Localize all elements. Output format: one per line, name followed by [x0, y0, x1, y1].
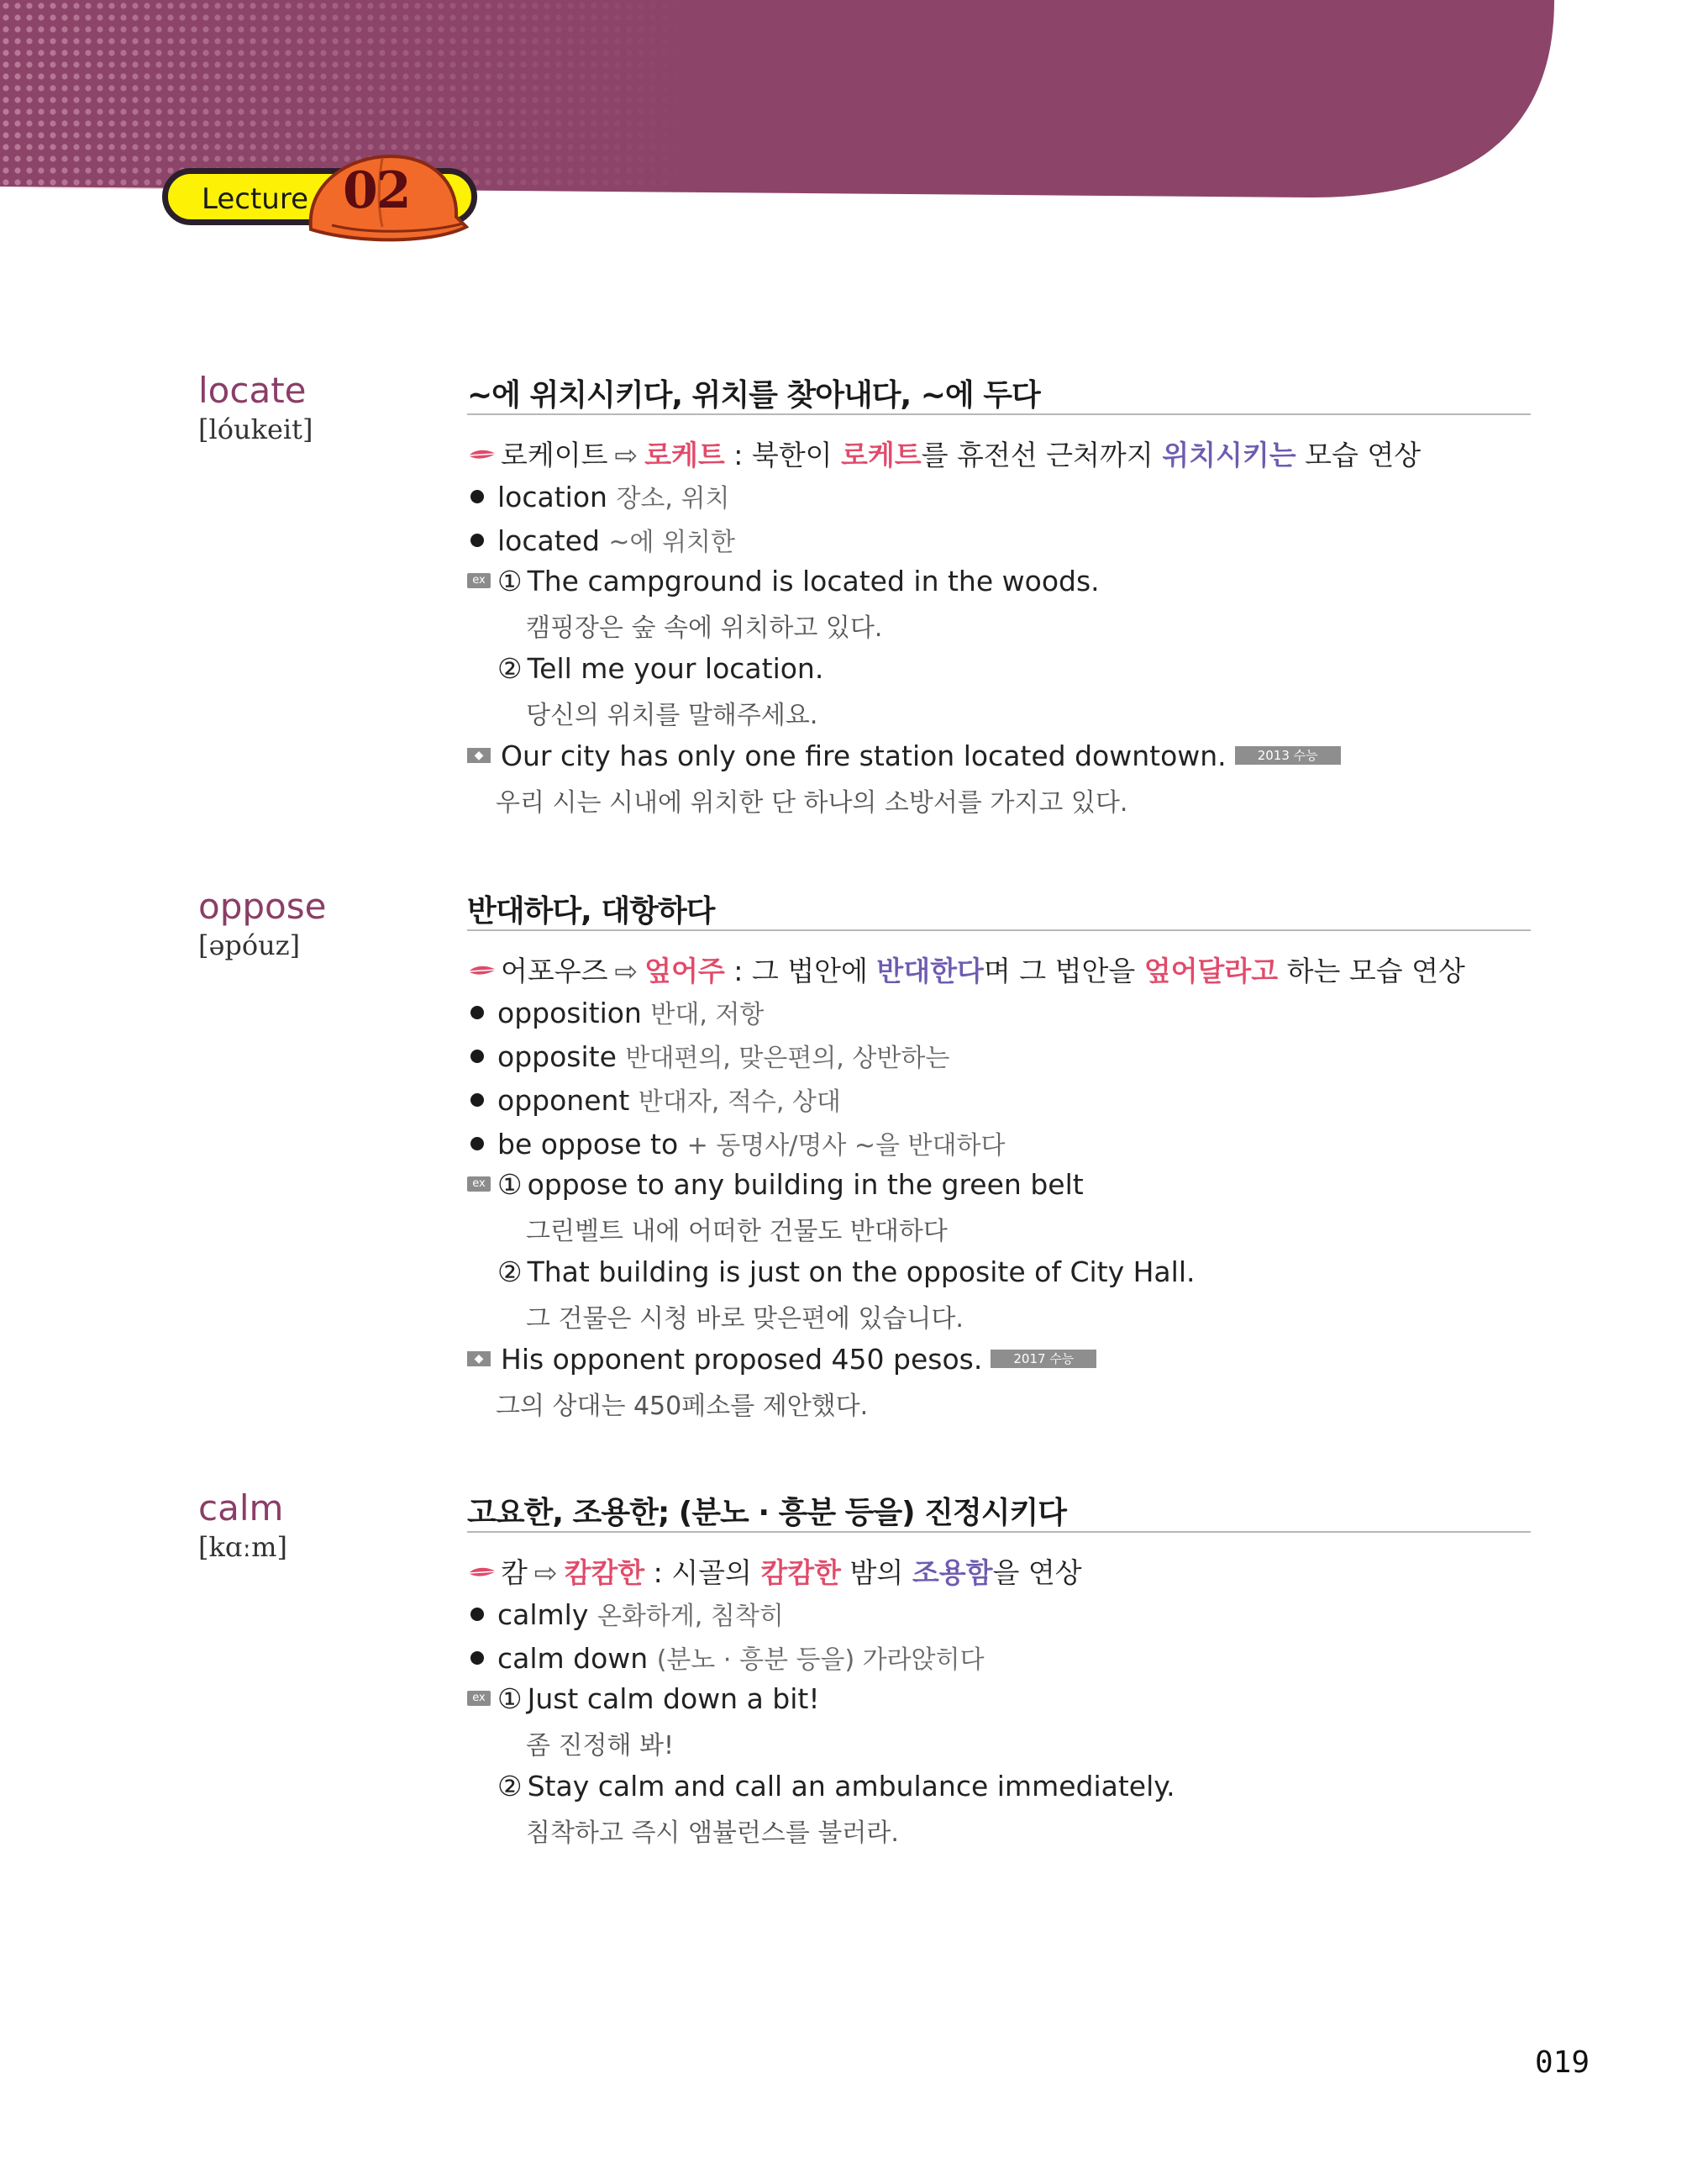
bullet-icon: [470, 1006, 484, 1019]
example-translation: 그린벨트 내에 어떠한 건물도 반대하다: [526, 1217, 948, 1246]
phonetic: [əpóuz]: [198, 929, 301, 961]
feather-icon: [467, 447, 497, 462]
derivative: opposition 반대, 저항: [467, 993, 764, 1030]
exam-tag: 2017 수능: [991, 1350, 1096, 1368]
meaning: 반대하다, 대항하다: [467, 894, 715, 929]
ex-icon: ex: [467, 1176, 491, 1192]
exam-translation: 그의 상대는 450페소를 제안했다.: [496, 1392, 869, 1421]
derivative: calmly 온화하게, 침착히: [467, 1595, 784, 1632]
exam-example: ◆ Our city has only one fire station located downtown. 2013 수능: [467, 739, 1341, 772]
lecture-label: Lecture: [202, 182, 308, 216]
example-translation: 캠핑장은 숲 속에 위치하고 있다.: [526, 613, 883, 643]
headword: oppose: [198, 886, 327, 927]
derivative: location 장소, 위치: [467, 477, 729, 514]
mnemonic-line: 어포우즈 ⇨ 엎어주 : 그 법안에 반대한다며 그 법안을 엎어달라고 하는 모습 연상: [467, 950, 1465, 989]
example: ex ① oppose to any building in the green belt: [467, 1168, 1084, 1201]
diamond-icon: ◆: [467, 748, 491, 763]
derivative: opposite 반대편의, 맞은편의, 상반하는: [467, 1037, 949, 1074]
bullet-icon: [470, 490, 484, 503]
bullet-icon: [470, 1093, 484, 1107]
ex-icon: ex: [467, 1691, 491, 1706]
exam-translation: 우리 시는 시내에 위치한 단 하나의 소방서를 가지고 있다.: [496, 788, 1128, 818]
divider: [467, 413, 1531, 415]
example: ② That building is just on the opposite of City Hall.: [497, 1255, 1196, 1288]
arrow-icon: ⇨: [614, 955, 639, 987]
arrow-icon: ⇨: [533, 1556, 558, 1589]
phonetic: [kɑːm]: [198, 1531, 287, 1563]
bullet-icon: [470, 1050, 484, 1063]
divider: [467, 1531, 1531, 1533]
derivative: located ~에 위치한: [467, 521, 735, 558]
mnemonic-line: 캄 ⇨ 캄캄한 : 시골의 캄캄한 밤의 조용함을 연상: [467, 1551, 1082, 1591]
phonetic: [lóukeit]: [198, 413, 313, 445]
example: ex ① The campground is located in the woods.: [467, 565, 1100, 597]
feather-icon: [467, 963, 497, 978]
example-translation: 침착하고 즉시 앰뷸런스를 불러라.: [526, 1818, 899, 1848]
exam-tag: 2013 수능: [1235, 746, 1341, 765]
example-translation: 좀 진정해 봐!: [526, 1731, 674, 1760]
divider: [467, 929, 1531, 931]
exam-example: ◆ His opponent proposed 450 pesos. 2017 수능: [467, 1343, 1096, 1376]
example: ② Tell me your location.: [497, 652, 824, 685]
example-translation: 그 건물은 시청 바로 맞은편에 있습니다.: [526, 1304, 964, 1334]
example: ② Stay calm and call an ambulance immediately.: [497, 1770, 1175, 1802]
bullet-icon: [470, 1137, 484, 1150]
meaning: ~에 위치시키다, 위치를 찾아내다, ~에 두다: [467, 378, 1040, 413]
bullet-icon: [470, 534, 484, 547]
mnemonic-line: 로케이트 ⇨ 로케트 : 북한이 로케트를 휴전선 근처까지 위치시키는 모습 연상: [467, 434, 1421, 473]
arrow-icon: ⇨: [614, 439, 639, 471]
derivative: calm down (분노 · 흥분 등을) 가라앉히다: [467, 1639, 985, 1676]
derivative: be oppose to + 동명사/명사 ~을 반대하다: [467, 1124, 1005, 1161]
ex-icon: ex: [467, 573, 491, 588]
lecture-number: 02: [343, 161, 410, 220]
diamond-icon: ◆: [467, 1351, 491, 1366]
bullet-icon: [470, 1651, 484, 1665]
headword: calm: [198, 1487, 284, 1529]
bullet-icon: [470, 1608, 484, 1621]
meaning: 고요한, 조용한; (분노 · 흥분 등을) 진정시키다: [467, 1496, 1067, 1530]
example-translation: 당신의 위치를 말해주세요.: [526, 701, 818, 730]
example: ex ① Just calm down a bit!: [467, 1682, 820, 1715]
feather-icon: [467, 1565, 497, 1580]
headword: locate: [198, 370, 307, 411]
derivative: opponent 반대자, 적수, 상대: [467, 1081, 841, 1118]
page-number: 019: [1535, 2045, 1590, 2080]
